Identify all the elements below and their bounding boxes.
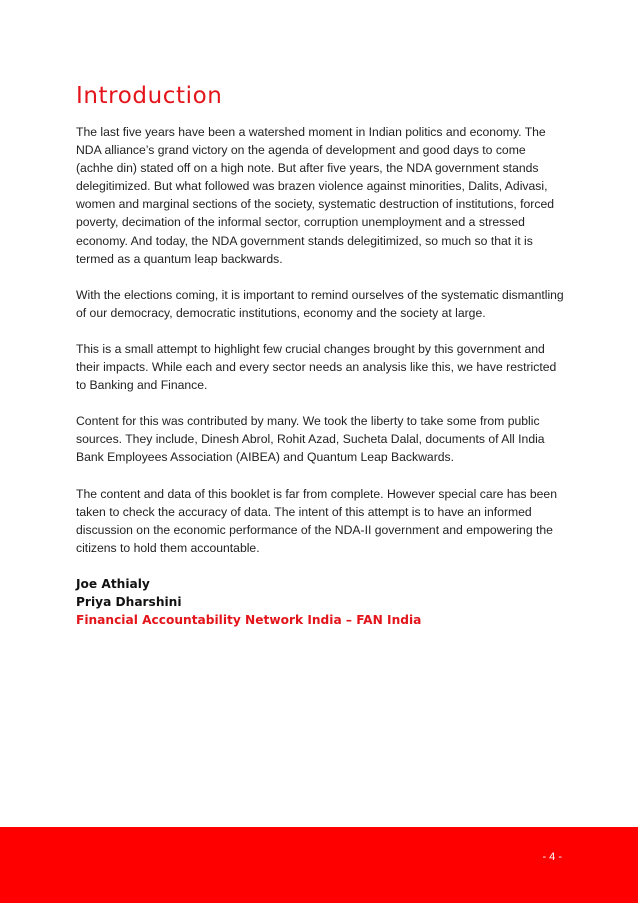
author-name: Priya Dharshini	[76, 594, 182, 609]
paragraph-disclaimer: The content and data of this booklet is far from complete. However special care has been taken to check the accuracy of data. The intent of this attempt is to have an informed discussion on the economic performance of the NDA-II government and empowering the citizens to hold them accountable.	[76, 486, 557, 555]
page-number: - 4 -	[542, 851, 562, 863]
paragraph-elections: With the elections coming, it is important to remind ourselves of the systematic dismantling of our democracy, democratic institutions, economy and the society at large.	[76, 287, 564, 320]
author-name: Joe Athialy	[76, 576, 150, 591]
footer-band	[0, 827, 638, 903]
paragraph-attempt: This is a small attempt to highlight few crucial changes brought by this government and their impacts. While each and every sector needs an analysis like this, we have restricted to Banking and Finance.	[76, 341, 557, 393]
organization-name: Financial Accountability Network India – FAN India	[76, 612, 422, 627]
signature-block	[76, 575, 566, 629]
paragraph-contributors: Content for this was contributed by many. We took the liberty to take some from public sources. They include, Dinesh Abrol, Rohit Azad, Sucheta Dalal, documents of All India Bank Employees Association (AIBEA) and Quantum Leap Backwards.	[76, 414, 545, 465]
page-title: Introduction	[76, 83, 223, 109]
paragraph-intro: The last five years have been a watershed moment in Indian politics and economy. The NDA alliance’s grand victory on the agenda of development and good days to come (achhe din) stated off on a high note. But after five years, the NDA government stands delegitimized. But what followed was brazen violence against minorities, Dalits, Adivasi, women and marginal sections of the society, systematic destruction of institutions, forced poverty, decimation of the informal sector, corruption unemployment and a stressed economy. And today, the NDA government stands delegitimized, so much so that it is termed as a quantum leap backwards.	[76, 125, 555, 266]
content-area	[76, 82, 566, 629]
